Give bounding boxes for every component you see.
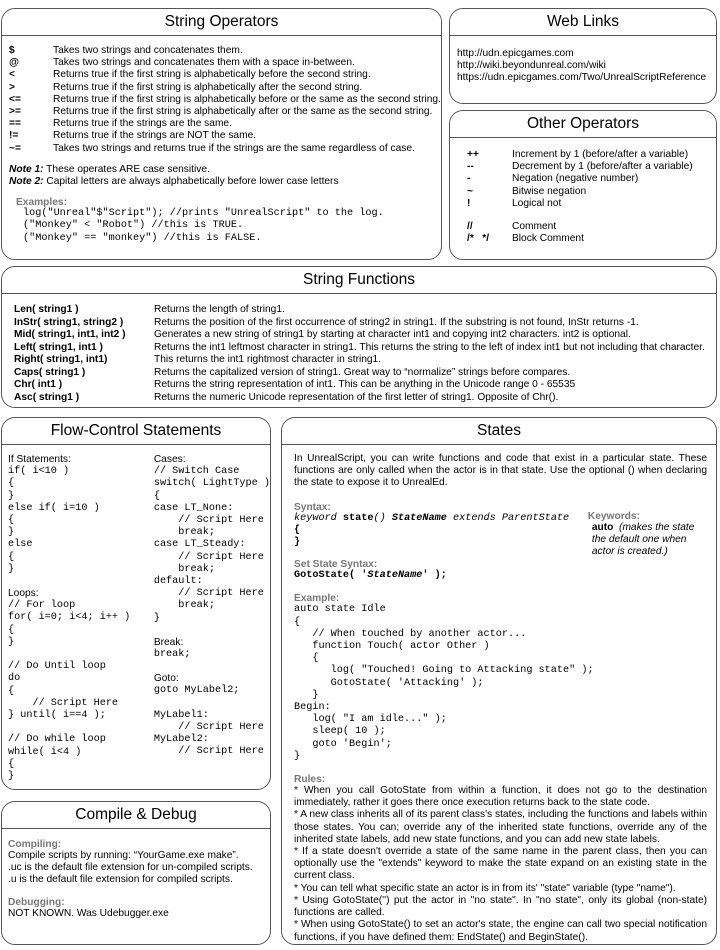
comment-symbol: // xyxy=(467,221,473,233)
function-row xyxy=(14,379,716,392)
rule-item: * A new class inherits all of its parent class's states, including the functions and labels within those states. You can; override any of the inherited state functions, override any of the inherited state labels, add new state functions, and you can add new state labels. xyxy=(294,809,707,845)
example-code: auto state Idle { // When touched by another actor... function Touch( actor Other ) { log( "Touched! Going to Attacking state" ); GotoState( 'Attacking' ); } Begin: log( "I am idle..." ); sleep( 10 ); goto 'Begin'; } xyxy=(294,604,594,762)
states-panel xyxy=(281,417,717,945)
operator-list xyxy=(467,149,716,210)
operator-row xyxy=(467,149,716,161)
syntax-close: } xyxy=(294,537,301,549)
rule-item: * When you call GotoState from within a function, it does not go to the destination immediately, rather it goes there once execution returns back to the state code. xyxy=(294,785,707,809)
function-desc: Returns the position of the first occurrence of string2 in string1. If the substring is not found, InStr returns -1. xyxy=(154,316,639,328)
function-row xyxy=(14,329,716,342)
examples-label: Examples: xyxy=(16,197,67,209)
note-1: Note 1: These operates ARE case sensitive. xyxy=(9,163,210,175)
operator-symbol: ~= xyxy=(9,142,21,154)
rule-item: * You can tell what specific state an actor is in from its' "state" variable (type "name"). xyxy=(294,882,676,894)
function-desc: Generates a new string of string1 by starting at character int1 and copying int2 characters. int2 is optional. xyxy=(154,329,631,340)
web-link[interactable]: http://wiki.beyondunreal.com/wiki xyxy=(457,60,606,72)
set-state-label: Set State Syntax: xyxy=(294,559,378,571)
panel-title: Compile & Debug xyxy=(2,802,270,829)
panel-title: String Functions xyxy=(2,267,716,294)
function-row xyxy=(14,317,716,330)
example-line: ("Monkey" < "Robot") //this is TRUE. xyxy=(23,220,244,232)
compiling-line: .uc is the default file extension for un-compiled scripts. xyxy=(8,862,253,874)
operator-row xyxy=(9,143,441,155)
panel-title: Web Links xyxy=(450,9,716,36)
function-row xyxy=(14,367,716,380)
syntax-line: keyword state() StateName extends ParentState xyxy=(294,512,570,524)
function-desc: Returns the numeric Unicode representation of the first letter of string1. Opposite of Chr(). xyxy=(154,391,559,403)
break-label: Break: xyxy=(153,636,184,648)
panel-title: String Operators xyxy=(2,9,441,36)
operator-row xyxy=(9,82,441,94)
example-line: log("Unreal"$"Script"); //prints "UnrealScript" to the log. xyxy=(23,208,384,220)
function-row xyxy=(14,392,716,405)
function-signature: Left( string1, int1 ) xyxy=(14,341,103,353)
operator-desc: Bitwise negation xyxy=(512,185,587,197)
operator-desc: Returns true if the strings are the same. xyxy=(53,118,232,130)
operator-row xyxy=(9,69,441,81)
loops-label: Loops: xyxy=(8,588,39,600)
keywords-label: Keywords: xyxy=(587,510,640,522)
operator-desc: Decrement by 1 (before/after a variable) xyxy=(512,161,693,173)
comment-row xyxy=(467,233,716,245)
operator-desc: Returns true if the strings are NOT the same. xyxy=(53,130,257,142)
other-operators-panel xyxy=(449,110,717,260)
operator-desc: Takes two strings and concatenates them. xyxy=(53,45,243,56)
operator-symbol: >= xyxy=(9,106,21,118)
operator-symbol: < xyxy=(9,69,15,81)
comment-symbol: /* */ xyxy=(467,233,490,245)
function-signature: InStr( string1, string2 ) xyxy=(14,316,124,328)
cases-code: // Switch Case switch( LightType ) { case LT_None: // Script Here break; case LT_Steady: // Script Here break; default: // Script Here break; } xyxy=(153,466,270,624)
examples-code xyxy=(16,208,441,245)
panel-title: Flow-Control Statements xyxy=(2,418,270,445)
panel-title: States xyxy=(282,418,716,445)
operator-desc: Returns true if the first string is alphabetically before or the same as the second string. xyxy=(53,93,441,105)
operator-row xyxy=(9,118,441,130)
function-desc: This returns the int1 rightmost character in string1. xyxy=(154,354,382,365)
rule-item: * Using GotoState('') put the actor in "no state". In "no state", only its global (non-state) functions are called. xyxy=(294,894,707,919)
function-desc: Returns the length of string1. xyxy=(154,304,285,315)
rules-list xyxy=(294,785,707,944)
operator-symbol: $ xyxy=(9,45,15,56)
operator-symbol: ! xyxy=(467,197,471,209)
set-state-syntax: GotoState( 'StateName' ); xyxy=(294,570,447,582)
compiling-line: Compile scripts by running: “YourGame.exe make”. xyxy=(8,850,239,861)
compiling-label: Compiling: xyxy=(8,839,62,850)
operator-row xyxy=(9,130,441,142)
keyword-entry: auto (makes the state the default one when actor is created.) xyxy=(591,521,695,558)
function-signature: Mid( string1, int1, int2 ) xyxy=(14,329,126,340)
operator-symbol: -- xyxy=(467,161,474,173)
function-row xyxy=(14,354,716,367)
operator-row xyxy=(467,186,716,198)
operator-desc: Returns true if the first string is alphabetically after the second string. xyxy=(53,81,363,93)
operator-desc: Takes two strings and returns true if the strings are the same regardless of case. xyxy=(53,142,415,154)
function-desc: Returns the string representation of int1. This can be anything in the Unicode range 0 - 65535 xyxy=(154,379,576,390)
cases-label: Cases: xyxy=(153,454,186,465)
operator-list xyxy=(9,45,441,155)
operator-row xyxy=(9,94,441,106)
note-2: Note 2: Capital letters are always alphabetically before lower case letters xyxy=(9,176,339,188)
function-row xyxy=(14,304,716,317)
if-label: If Statements: xyxy=(8,454,71,465)
operator-desc: Returns true if the first string is alphabetically before the second string. xyxy=(53,69,371,81)
states-intro: In UnrealScript, you can write functions and code that exist in a particular state. These functions are only called when the actor is in that state. Use the optional () when declaring the state to expose it to UnrealEd. xyxy=(294,453,707,489)
compile-debug-panel xyxy=(1,801,271,945)
operator-symbol: ~ xyxy=(467,185,473,197)
operator-symbol: == xyxy=(9,118,21,130)
operator-row xyxy=(9,45,441,57)
panel-title: Other Operators xyxy=(450,111,716,138)
syntax-label: Syntax: xyxy=(294,501,331,513)
operator-row xyxy=(467,161,716,173)
operator-row xyxy=(9,106,441,118)
example-label: Example: xyxy=(294,593,340,605)
web-links-panel xyxy=(449,8,717,104)
function-desc: Returns the int1 leftmost character in string1. This returns the string to the left of index int1 but not including that character. xyxy=(154,341,705,353)
operator-desc: Negation (negative number) xyxy=(512,173,639,185)
operator-desc: Returns true if the first string is alphabetically after or the same as the second string. xyxy=(53,106,433,118)
rules-label: Rules: xyxy=(294,774,326,786)
web-link[interactable]: http://udn.epicgames.com xyxy=(457,48,574,59)
function-row xyxy=(14,342,716,355)
comment-list xyxy=(467,221,716,245)
operator-desc: Logical not xyxy=(512,197,562,209)
syntax-open: { xyxy=(294,524,301,536)
goto-label: Goto: xyxy=(153,673,179,685)
compiling-line: .u is the default file extension for compiled scripts. xyxy=(8,874,233,886)
operator-desc: Takes two strings and concatenates them with a space in-between. xyxy=(53,57,355,69)
operator-symbol: ++ xyxy=(467,149,479,160)
rule-item: * If a state doesn't override a state of the same name in the parent class, then you can optionally use the "extends" keyword to make the state expand on an existing state in the current class. xyxy=(294,846,707,882)
function-signature: Chr( int1 ) xyxy=(14,379,63,390)
function-signature: Caps( string1 ) xyxy=(14,366,86,378)
operator-row xyxy=(9,57,441,69)
compiling-text xyxy=(8,850,270,887)
operator-symbol: @ xyxy=(9,57,19,69)
goto-code: goto MyLabel2; MyLabel1: // Script Here MyLabel2: // Script Here xyxy=(153,685,264,758)
link-list xyxy=(450,36,716,85)
comment-desc: Comment xyxy=(512,221,557,233)
function-signature: Len( string1 ) xyxy=(14,304,79,315)
web-link[interactable]: https://udn.epicgames.com/Two/UnrealScriptReference xyxy=(457,72,707,84)
function-list xyxy=(2,294,716,404)
debugging-text: NOT KNOWN. Was Udebugger.exe xyxy=(8,907,169,919)
operator-symbol: - xyxy=(467,173,471,185)
operator-symbol: != xyxy=(9,130,19,142)
operator-symbol: <= xyxy=(9,93,21,105)
rule-item: * When using GotoState() to set an actor's state, the engine can call two special notification functions, if you have defined them: EndState() and BeginState(). xyxy=(294,919,707,943)
comment-desc: Block Comment xyxy=(512,233,584,245)
string-operators-panel xyxy=(1,8,442,260)
comment-row xyxy=(467,221,716,233)
loops-code: // For loop for( i=0; i<4; i++ ) { } // Do Until loop do { // Script Here } until( i==4 ); // Do while loop while( i<4 ) { } xyxy=(8,600,131,783)
string-functions-panel xyxy=(1,266,717,408)
operator-symbol: > xyxy=(9,81,15,93)
flow-control-panel xyxy=(1,417,271,790)
break-code: break; xyxy=(153,649,191,661)
operator-row xyxy=(467,198,716,210)
function-desc: Returns the capitalized version of string1. Great way to “normalize” strings before compares. xyxy=(154,366,571,378)
function-signature: Asc( string1 ) xyxy=(14,391,80,403)
example-line: ("Monkey" == "monkey") //this is FALSE. xyxy=(23,232,262,244)
debugging-label: Debugging: xyxy=(8,896,65,908)
operator-desc: Increment by 1 (before/after a variable) xyxy=(512,149,689,160)
function-signature: Right( string1, int1) xyxy=(14,354,108,365)
operator-row xyxy=(467,173,716,185)
if-code: if( i<10 ) { } else if( i=10 ) { } else { } xyxy=(8,466,100,575)
